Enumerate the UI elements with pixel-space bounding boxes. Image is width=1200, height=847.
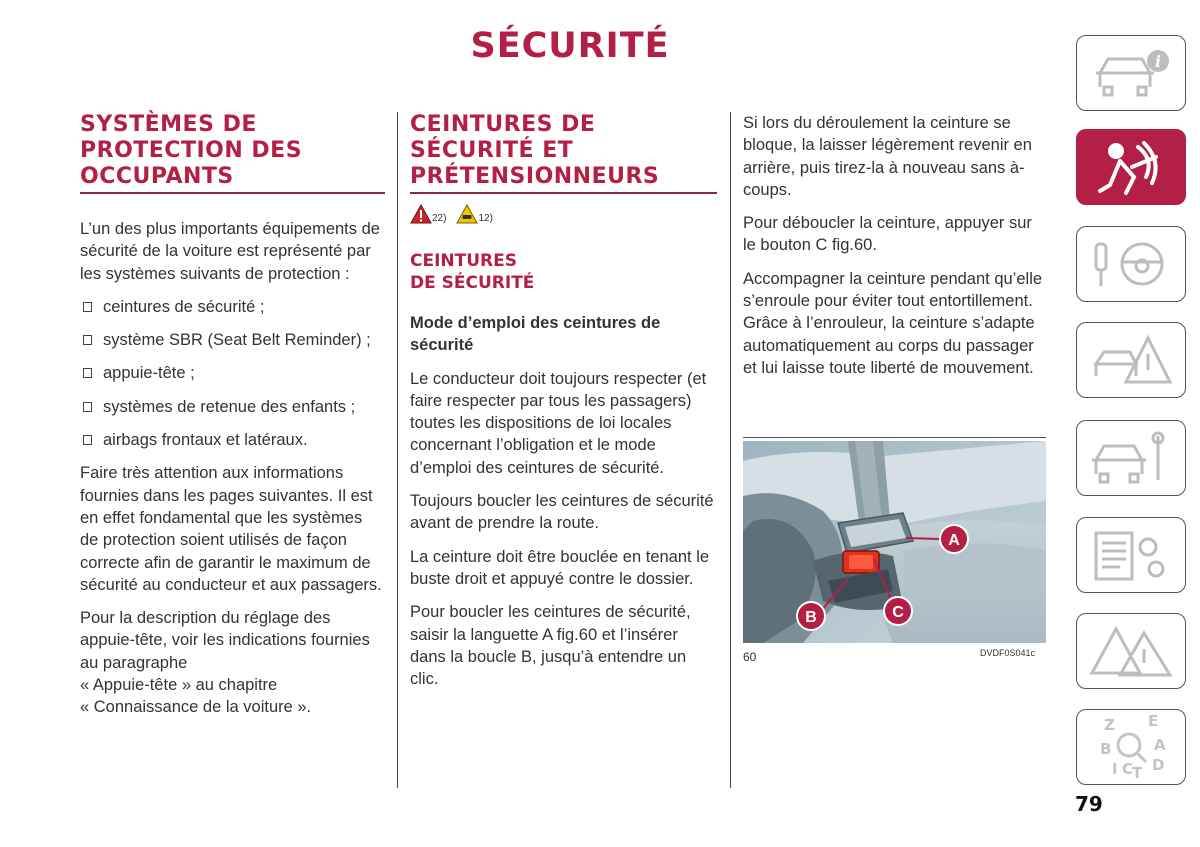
column-seat-belts-continued: [743, 112, 1048, 390]
intro-paragraph: L’un des plus importants équipements de sécurité de la voiture est représenté par les systèmes suivants de protection :: [80, 220, 380, 283]
tab-alphabetical-index[interactable]: [1076, 709, 1186, 785]
paragraph: Si lors du déroulement la ceinture se bloque, la laisser légèrement revenir en arrière, puis tirez-la à nouveau sans à-coups.: [743, 114, 1032, 199]
warning-references: [410, 200, 717, 224]
figure-code: DVDF0S041c: [980, 648, 1036, 658]
tab-maintenance[interactable]: [1076, 420, 1186, 496]
list-item: système SBR (Seat Belt Reminder) ;: [80, 329, 385, 351]
subsection-title-seat-belts: CEINTURES DE SÉCURITÉ: [410, 251, 535, 293]
car-info-icon: [1086, 43, 1176, 103]
tab-starting-driving[interactable]: [1076, 226, 1186, 302]
list-item: appuie-tête ;: [80, 362, 385, 384]
figure-top-rule: [743, 437, 1046, 438]
checkbox-bullet-icon: [83, 335, 92, 345]
headrest-paragraph: Pour la description du réglage des appuie-tête, voir les indications fournies au paragraphe « Appuie-tête » au chapitre « Connaissance de la voiture ».: [80, 609, 370, 717]
caution-triangle-icon: [456, 204, 478, 224]
key-steering-wheel-icon: [1086, 234, 1176, 294]
section-title-seat-belts: CEINTURES DE SÉCURITÉ ET PRÉTENSIONNEURS: [410, 112, 717, 194]
callout-b-label: B: [805, 609, 817, 626]
callout-c-label: C: [892, 604, 904, 621]
page-number: 79: [1075, 792, 1103, 816]
seat-belt-buckle-illustration: [743, 441, 1046, 643]
figure-number: 60: [743, 650, 757, 664]
svg-text:A: A: [1154, 736, 1166, 754]
svg-text:i: i: [1154, 52, 1162, 71]
attention-paragraph: Faire très attention aux informations fournies dans les pages suivantes. Il est en effet fondamental que les systèmes de protection soient utilisés de façon correcte afin de garantir le maximum de sécurité au conducteur et aux passagers.: [80, 464, 382, 594]
checkbox-bullet-icon: [83, 302, 92, 312]
seat-belt-buckle-figure: [743, 441, 1046, 643]
paragraph: Pour boucler les ceintures de sécurité, saisir la languette A fig.60 et l’insérer dans la boucle B, jusqu’à entendre un clic.: [410, 603, 691, 689]
paragraph: Toujours boucler les ceintures de sécurité avant de prendre la route.: [410, 492, 714, 533]
column-divider: [397, 112, 398, 788]
tab-car-info[interactable]: [1076, 35, 1186, 111]
tab-emergency[interactable]: [1076, 613, 1186, 689]
note-reference: 12): [478, 213, 493, 224]
tab-safety[interactable]: [1076, 129, 1186, 205]
warning-triangles-icon: [1086, 621, 1176, 681]
airbag-seat-icon: [1086, 137, 1176, 197]
warning-reference: 22): [432, 213, 447, 224]
alphabetical-index-icon: [1086, 712, 1176, 782]
checkbox-bullet-icon: [83, 368, 92, 378]
specs-gears-icon: [1086, 525, 1176, 585]
tab-technical-data[interactable]: [1076, 517, 1186, 593]
svg-text:I: I: [1112, 760, 1118, 778]
warning-triangle-icon: [410, 204, 432, 224]
column-divider: [730, 112, 731, 788]
paragraph: La ceinture doit être bouclée en tenant le buste droit et appuyé contre le dossier.: [410, 547, 710, 588]
howto-heading: Mode d’emploi des ceintures de sécurité: [410, 314, 661, 355]
svg-text:C: C: [1122, 760, 1134, 778]
column-occupant-protection: [80, 112, 385, 719]
list-item: systèmes de retenue des enfants ;: [80, 396, 385, 418]
car-tools-icon: [1086, 428, 1176, 488]
list-item: ceintures de sécurité ;: [80, 296, 385, 318]
list-item: airbags frontaux et latéraux.: [80, 429, 385, 451]
page-title: SÉCURITÉ: [470, 26, 670, 66]
svg-text:B: B: [1100, 740, 1112, 758]
svg-text:T: T: [1132, 764, 1143, 782]
section-title-occupant-protection: SYSTÈMES DE PROTECTION DES OCCUPANTS: [80, 112, 385, 194]
column-seat-belts: [410, 112, 717, 701]
car-warning-icon: [1086, 330, 1176, 390]
paragraph: Accompagner la ceinture pendant qu’elle s’enroule pour éviter tout entortillement. Grâce à l’enrouleur, la ceinture s’adapte automatiquement au corps du passager et lui laisse toute liberté de mouvement.: [743, 269, 1043, 377]
paragraph: Le conducteur doit toujours respecter (et faire respecter par tous les passagers) toutes les dispositions de loi locales concernant l’obligation et le mode d’emploi des ceintures de sécurité.: [410, 369, 707, 477]
svg-text:E: E: [1148, 712, 1159, 730]
checkbox-bullet-icon: [83, 435, 92, 445]
svg-text:Z: Z: [1104, 716, 1115, 734]
tab-warning-lights[interactable]: [1076, 322, 1186, 398]
checkbox-bullet-icon: [83, 402, 92, 412]
protection-systems-list: [80, 296, 385, 451]
paragraph: Pour déboucler la ceinture, appuyer sur le bouton C fig.60.: [743, 214, 1032, 255]
callout-a-label: A: [948, 532, 960, 549]
svg-text:D: D: [1152, 756, 1165, 774]
